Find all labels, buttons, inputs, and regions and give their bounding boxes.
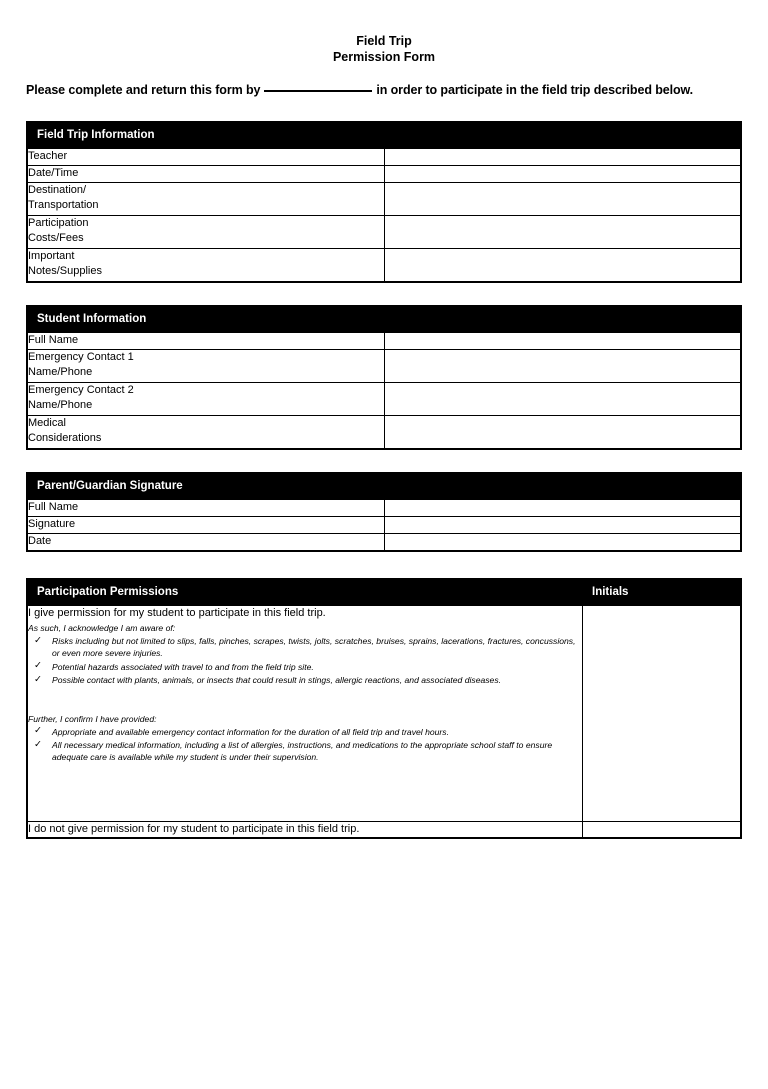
check-icon: ✓ (34, 725, 42, 737)
input-medical-considerations[interactable] (384, 416, 741, 450)
label-participation-costs-fees (27, 216, 384, 249)
student-information-table (26, 305, 742, 450)
check-icon: ✓ (34, 673, 42, 685)
label-date-time: Date/Time (27, 166, 384, 183)
label-teacher: Teacher (27, 149, 384, 166)
label-line-2: Transportation (28, 198, 99, 211)
input-guardian-full-name[interactable] (384, 500, 741, 517)
confirm-intro: Further, I confirm I have provided: (28, 713, 157, 724)
label-line-2: Name/Phone (28, 365, 93, 378)
table-row (27, 216, 741, 249)
label-line-1: Important (28, 250, 75, 262)
acknowledge-list (28, 635, 582, 687)
list-item-text: Appropriate and available emergency contact information for the duration of all field trip and travel hours. (52, 726, 449, 737)
table-band-row (27, 579, 741, 606)
table-row (27, 333, 741, 350)
input-guardian-signature[interactable] (384, 517, 741, 534)
field-trip-information-table (26, 121, 742, 283)
list-item (28, 739, 582, 764)
field-trip-information-heading: Field Trip Information (27, 122, 741, 149)
input-participation-costs-fees[interactable] (384, 216, 741, 249)
instruction-line (26, 65, 742, 99)
table-band-row (27, 122, 741, 149)
table-row (27, 166, 741, 183)
input-student-full-name[interactable] (384, 333, 741, 350)
title-line-1: Field Trip (356, 34, 412, 48)
acknowledge-intro: As such, I acknowledge I am aware of: (28, 623, 176, 633)
table-row (27, 500, 741, 517)
label-emergency-contact-1 (27, 350, 384, 383)
check-icon: ✓ (34, 634, 42, 646)
list-item (28, 635, 582, 660)
grant-permission-statement: I give permission for my student to participate in this field trip. (28, 607, 326, 619)
instruction-text-after: in order to participate in the field trip described below. (376, 83, 694, 97)
table-row (27, 383, 741, 416)
table-row (27, 517, 741, 534)
deny-initials-input[interactable] (583, 822, 742, 839)
label-guardian-full-name: Full Name (27, 500, 384, 517)
label-line-1: Emergency Contact 2 (28, 384, 134, 396)
input-date-time[interactable] (384, 166, 741, 183)
label-line-2: Name/Phone (28, 398, 93, 411)
list-item (28, 674, 582, 686)
check-icon: ✓ (34, 738, 42, 750)
input-emergency-contact-1[interactable] (384, 350, 741, 383)
list-item-text: Potential hazards associated with travel to and from the field trip site. (52, 661, 314, 672)
label-guardian-signature: Signature (27, 517, 384, 534)
confirm-list (28, 726, 582, 764)
return-date-blank[interactable] (264, 90, 372, 92)
input-guardian-date[interactable] (384, 534, 741, 552)
table-band-row (27, 473, 741, 500)
list-item (28, 726, 582, 738)
label-medical-considerations (27, 416, 384, 450)
label-line-1: Participation (28, 217, 89, 229)
table-band-row (27, 306, 741, 333)
label-line-1: Destination/ (28, 184, 87, 196)
label-line-2: Considerations (28, 431, 102, 444)
student-information-heading: Student Information (27, 306, 741, 333)
grant-initials-input[interactable] (583, 606, 742, 822)
grant-permission-cell (27, 606, 583, 822)
table-row (27, 149, 741, 166)
list-item (28, 661, 582, 673)
parent-guardian-signature-heading: Parent/Guardian Signature (27, 473, 741, 500)
table-row-grant-permission (27, 606, 741, 822)
title-line-2: Permission Form (332, 50, 436, 64)
label-guardian-date: Date (27, 534, 384, 552)
table-row-deny-permission (27, 822, 741, 839)
table-row (27, 416, 741, 450)
input-important-notes-supplies[interactable] (384, 249, 741, 283)
input-destination-transportation[interactable] (384, 183, 741, 216)
table-row (27, 183, 741, 216)
participation-permissions-heading: Participation Permissions (27, 579, 583, 606)
list-item-text: All necessary medical information, including a list of allergies, instructions, and medications to the appropriate school staff to ensure adequate care is available while my student is under their supervision. (52, 740, 553, 763)
parent-guardian-signature-table (26, 472, 742, 552)
initials-column-heading: Initials (583, 579, 742, 606)
instruction-text-before: Please complete and return this form by (26, 83, 261, 97)
label-destination-transportation (27, 183, 384, 216)
participation-permissions-table (26, 578, 742, 839)
label-important-notes-supplies (27, 249, 384, 283)
table-row (27, 249, 741, 283)
label-line-1: Emergency Contact 1 (28, 351, 134, 363)
deny-permission-statement: I do not give permission for my student to participate in this field trip. (27, 822, 583, 839)
table-row (27, 534, 741, 552)
label-line-2: Notes/Supplies (28, 264, 102, 277)
label-student-full-name: Full Name (27, 333, 384, 350)
list-item-text: Possible contact with plants, animals, or insects that could result in stings, allergic reactions, and associated diseases. (52, 675, 502, 686)
check-icon: ✓ (34, 660, 42, 672)
input-emergency-contact-2[interactable] (384, 383, 741, 416)
list-item-text: Risks including but not limited to slips, falls, pinches, scrapes, twists, jolts, scratches, bruises, sprains, lacerations, fractures, concussions, or even more severe injuries. (52, 636, 576, 659)
label-line-1: Medical (28, 417, 66, 429)
table-row (27, 350, 741, 383)
label-line-2: Costs/Fees (28, 231, 84, 244)
input-teacher[interactable] (384, 149, 741, 166)
label-emergency-contact-2 (27, 383, 384, 416)
page-title (26, 0, 742, 65)
